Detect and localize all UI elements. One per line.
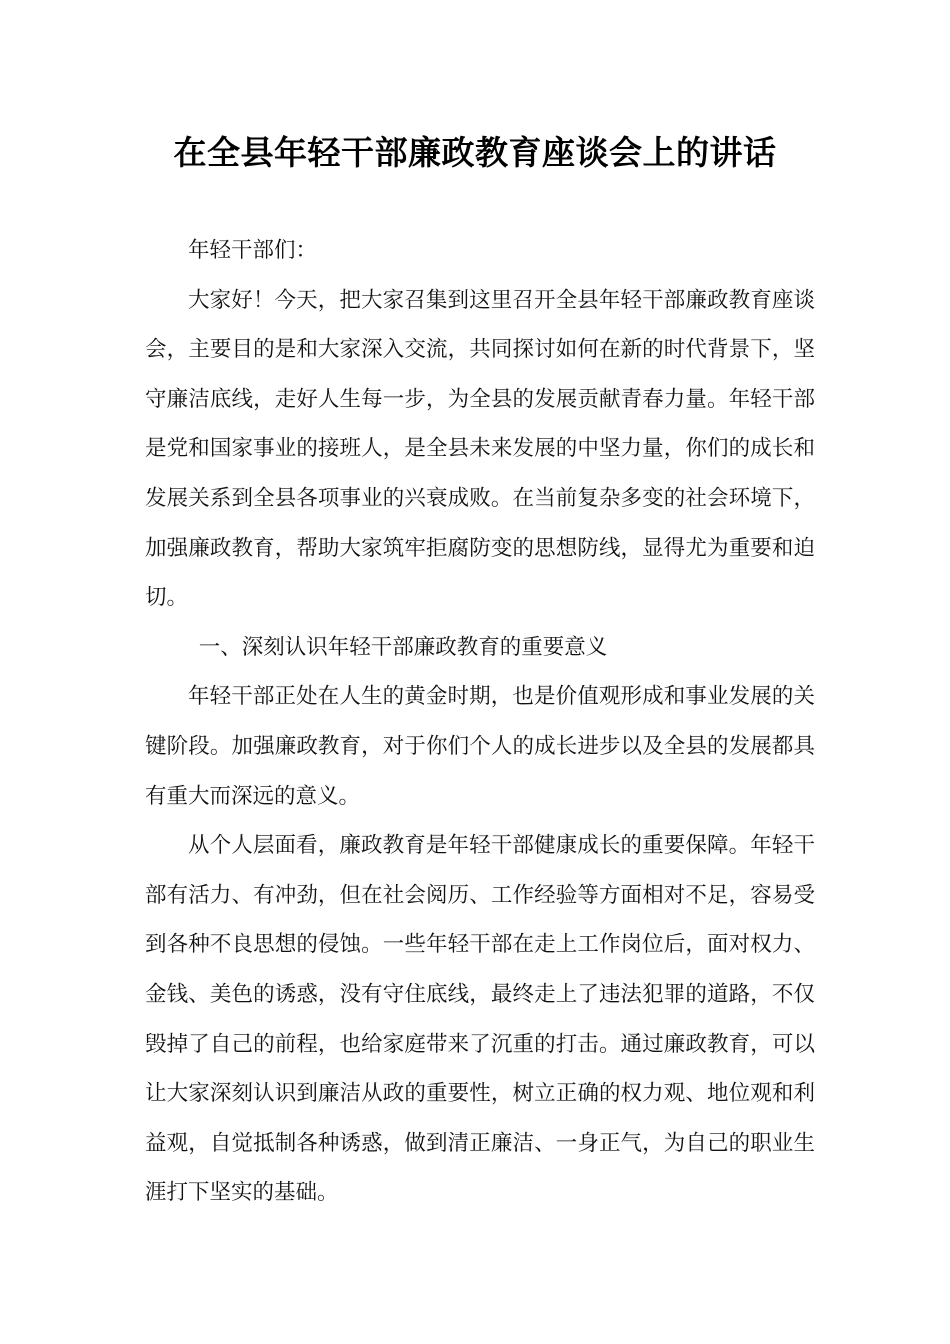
document-title: 在全县年轻干部廉政教育座谈会上的讲话 (173, 133, 777, 172)
document-body (145, 226, 815, 1218)
paragraph-personal-level: 从个人层面看，廉政教育是年轻干部健康成长的重要保障。年轻干部有活力、有冲劲，但在社会阅历、工作经验等方面相对不足，容易受到各种不良思想的侵蚀。一些年轻干部在走上工作岗位后，面对权力、金钱、美色的诱惑，没有守住底线，最终走上了违法犯罪的道路，不仅毁掉了自己的前程，也给家庭带来了沉重的打击。通过廉政教育，可以让大家深刻认识到廉洁从政的重要性，树立正确的权力观、地位观和利益观，自觉抵制各种诱惑，做到清正廉洁、一身正气，为自己的职业生涯打下坚实的基础。 (145, 833, 815, 1206)
section-heading-1: 一、深刻认识年轻干部廉政教育的重要意义 (198, 634, 608, 660)
paragraph-opening: 大家好！今天，把大家召集到这里召开全县年轻干部廉政教育座谈会，主要目的是和大家深入交流，共同探讨如何在新的时代背景下，坚守廉洁底线，走好人生每一步，为全县的发展贡献青春力量。年轻干部是党和国家事业的接班人，是全县未来发展的中坚力量，你们的成长和发展关系到全县各项事业的兴衰成败。在当前复杂多变的社会环境下，加强廉政教育，帮助大家筑牢拒腐防变的思想防线，显得尤为重要和迫切。 (145, 287, 815, 611)
salutation: 年轻干部们： (188, 238, 318, 263)
paragraph-significance: 年轻干部正处在人生的黄金时期，也是价值观形成和事业发展的关键阶段。加强廉政教育，对于你们个人的成长进步以及全县的发展都具有重大而深远的意义。 (145, 684, 815, 809)
